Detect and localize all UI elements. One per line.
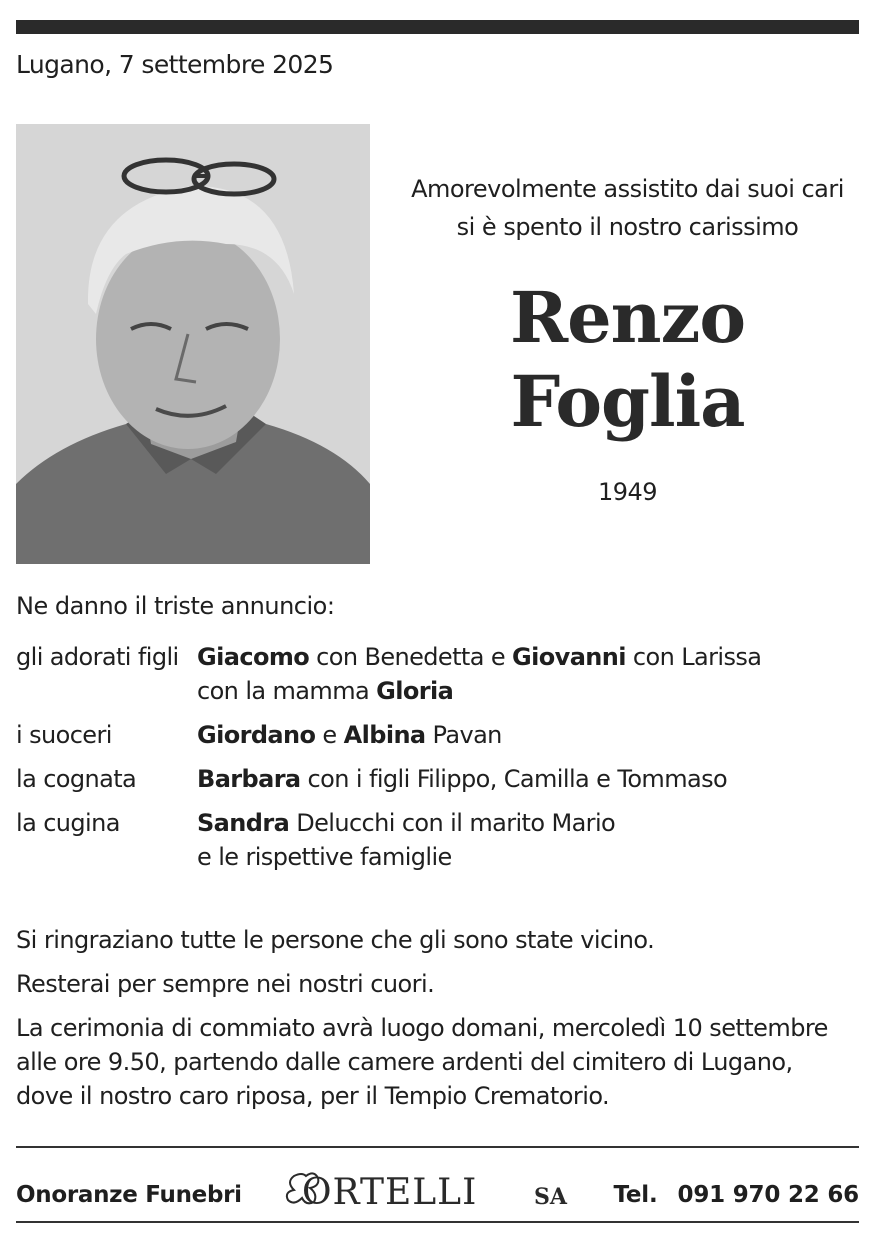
deceased-name xyxy=(390,276,865,444)
deceased-first-name: Renzo xyxy=(509,276,746,359)
ceremony-text xyxy=(16,1011,876,1113)
relation-text: con Benedetta e xyxy=(309,643,513,671)
relation-line xyxy=(197,806,615,840)
birth-year: 1949 xyxy=(597,478,658,506)
top-rule xyxy=(16,20,859,34)
relation-label: i suoceri xyxy=(16,721,112,749)
ceremony-line-2: alle ore 9.50, partendo dalle camere ardenti del cimitero di Lugano, xyxy=(16,1048,793,1076)
forever-text: Resterai per sempre nei nostri cuori. xyxy=(16,970,435,998)
relation-members xyxy=(197,806,615,874)
relation-text: e xyxy=(315,721,344,749)
relation-line xyxy=(197,762,727,796)
intro-line-1: Amorevolmente assistito dai suoi cari xyxy=(411,175,844,203)
thanks-text: Si ringraziano tutte le persone che gli sono state vicino. xyxy=(16,926,655,954)
phone-label: Tel. xyxy=(613,1182,658,1208)
intro-line-2: si è spento il nostro carissimo xyxy=(456,213,799,241)
family-member-name: Sandra xyxy=(197,809,290,837)
footer-top-rule xyxy=(16,1146,859,1148)
announcement-heading: Ne danno il triste annuncio: xyxy=(16,592,335,620)
relation-line xyxy=(197,674,761,708)
deceased-last-name: Foglia xyxy=(510,360,745,443)
ceremony-line-1: La cerimonia di commiato avrà luogo domani, mercoledì 10 settembre xyxy=(16,1014,828,1042)
relation-line xyxy=(197,640,761,674)
relation-text: Pavan xyxy=(425,721,502,749)
funeral-services-label: Onoranze Funebri xyxy=(16,1182,242,1208)
intro-text xyxy=(390,170,865,246)
footer-bottom-rule xyxy=(16,1221,859,1223)
relation-line xyxy=(197,718,502,752)
relation-text: con i figli Filippo, Camilla e Tommaso xyxy=(300,765,728,793)
family-member-name: Giordano xyxy=(197,721,316,749)
relation-text: Delucchi con il marito Mario xyxy=(289,809,616,837)
relation-row xyxy=(16,806,876,874)
relation-row xyxy=(16,718,876,752)
relation-label: la cognata xyxy=(16,765,137,793)
relation-text: con Larissa xyxy=(625,643,762,671)
relation-row xyxy=(16,762,876,796)
relation-label: la cugina xyxy=(16,809,120,837)
phone-info xyxy=(613,1182,859,1208)
relation-row xyxy=(16,640,876,708)
brand-suffix: SA xyxy=(534,1184,567,1210)
family-member-name: Barbara xyxy=(197,765,301,793)
portrait-photo xyxy=(16,124,370,564)
relation-members xyxy=(197,718,502,752)
footer xyxy=(16,1162,859,1222)
ceremony-line-3: dove il nostro caro riposa, per il Tempio Crematorio. xyxy=(16,1082,610,1110)
relation-line xyxy=(197,840,615,874)
notice-date: Lugano, 7 settembre 2025 xyxy=(16,50,334,79)
relation-text: con la mamma xyxy=(197,677,377,705)
portrait-illustration xyxy=(16,124,370,564)
brand-name: ORTELLI xyxy=(302,1172,478,1213)
relation-label: gli adorati figli xyxy=(16,643,179,671)
family-member-name: Giacomo xyxy=(197,643,310,671)
relation-members xyxy=(197,640,761,708)
funeral-home-logo xyxy=(284,1170,604,1218)
relation-text: e le rispettive famiglie xyxy=(197,843,452,871)
family-member-name: Gloria xyxy=(376,677,454,705)
family-member-name: Albina xyxy=(343,721,426,749)
relation-members xyxy=(197,762,727,796)
family-member-name: Giovanni xyxy=(512,643,626,671)
phone-number: 091 970 22 66 xyxy=(677,1182,859,1208)
